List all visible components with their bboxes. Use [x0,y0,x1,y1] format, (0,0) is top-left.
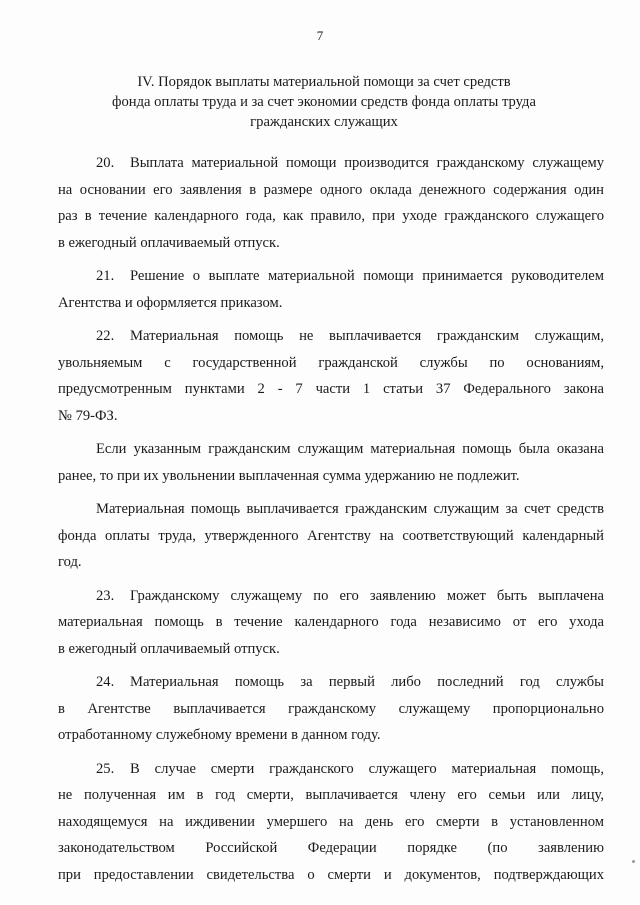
paragraph-line [58,496,604,523]
numbered-paragraph [58,263,604,316]
paragraph-line [58,583,604,610]
paragraph-line [58,549,604,576]
numbered-paragraph [58,150,604,256]
heading-line-1: IV. Порядок выплаты материальной помощи за счет средств [137,74,511,90]
paragraph-line [58,696,604,723]
paragraph-line [58,263,604,290]
numbered-paragraph [58,669,604,749]
paragraph-text: находящемуся на иждивении умершего на день его смерти в установленном [58,813,604,830]
paragraph-text: материальная помощь в течение календарного года независимо от его ухода [58,614,604,630]
paragraph-text: в Агентстве выплачивается гражданскому служащему пропорционально [58,700,604,717]
heading-line-3: гражданских служащих [250,114,398,130]
paragraph-text: Агентства и оформляется приказом. [58,294,283,311]
paragraph-text: № 79-ФЗ. [58,407,118,424]
paragraph-text: раз в течение календарного года, как правило, при уходе гражданского служащего [58,208,604,224]
paragraph-text: при предоставлении свидетельства о смерти и документов, подтверждающих [58,866,604,883]
heading-line-2: фонда оплаты труда и за счет экономии средств фонда оплаты труда [112,94,536,110]
numbered-paragraph [58,756,604,889]
paragraph-text: отработанному служебному времени в данном году. [58,727,381,743]
paragraph-text: предусмотренным пунктами 2 - 7 части 1 статьи 37 Федерального закона [58,381,604,397]
paragraph-text: Гражданскому служащему по его заявлению может быть выплачена [130,587,604,604]
paragraph-text: Решение о выплате материальной помощи принимается руководителем [130,268,604,284]
paragraph-line [58,782,604,809]
paragraph-line [58,203,604,230]
paragraph-line [58,523,604,550]
numbered-paragraph [58,583,604,663]
paragraph-text: ранее, то при их увольнении выплаченная сумма удержанию не подлежит. [58,467,520,484]
paragraph-line [58,150,604,177]
paragraph-text: не полученная им в год смерти, выплачивается члену его семьи или лицу, [58,787,604,803]
paragraph-number: 22. [96,328,115,344]
paragraph-text: увольняемым с государственной гражданской службы по основаниям, [58,354,604,371]
paragraph-line [58,350,604,377]
paragraph-text: В случае смерти гражданского служащего материальная помощь, [130,760,604,777]
paragraph-line [58,230,604,257]
paragraph-line [58,290,604,317]
paragraph-number: 23. [96,587,115,604]
paragraph-text: в ежегодный оплачиваемый отпуск. [58,234,280,251]
paragraph-text: фонда оплаты труда, утвержденного Агентству на соответствующий календарный [58,527,604,544]
scan-artifact-dot [632,860,635,863]
paragraph-text: законодательством Российской Федерации порядке (по заявлению [58,840,604,856]
paragraph-text: Материальная помощь за первый либо последний год службы [130,674,604,690]
paragraph-line [58,403,604,430]
paragraph-number: 21. [96,268,115,284]
paragraph-text: Выплата материальной помощи производится гражданскому служащему [130,155,604,171]
paragraph-line [58,609,604,636]
paragraph-line [58,809,604,836]
paragraph-text: Если указанным гражданским служащим материальная помощь была оказана [96,441,604,457]
document-body [58,150,604,895]
numbered-paragraph [58,323,604,429]
paragraph-line [58,376,604,403]
paragraph-number: 24. [96,674,115,690]
paragraph-line [58,669,604,696]
paragraph-line [58,177,604,204]
paragraph-line [58,756,604,783]
paragraph-line [58,636,604,663]
paragraph-line [58,436,604,463]
paragraph-line [58,463,604,490]
paragraph-text: на основании его заявления в размере одного оклада денежного содержания один [58,181,604,198]
paragraph-line [58,323,604,350]
paragraph-text: Материальная помощь выплачивается гражданским служащим за счет средств [96,501,604,517]
paragraph-number: 20. [96,155,115,171]
paragraph-text: в ежегодный оплачиваемый отпуск. [58,640,280,657]
paragraph-line [58,722,604,749]
paragraph-text: Материальная помощь не выплачивается гражданским служащим, [130,328,604,344]
paragraph-line [58,835,604,862]
paragraph [58,496,604,576]
paragraph-text: год. [58,554,82,570]
paragraph [58,436,604,489]
paragraph-number: 25. [96,760,115,777]
paragraph-line [58,862,604,889]
page-number: 7 [316,28,324,43]
section-heading [60,72,588,132]
